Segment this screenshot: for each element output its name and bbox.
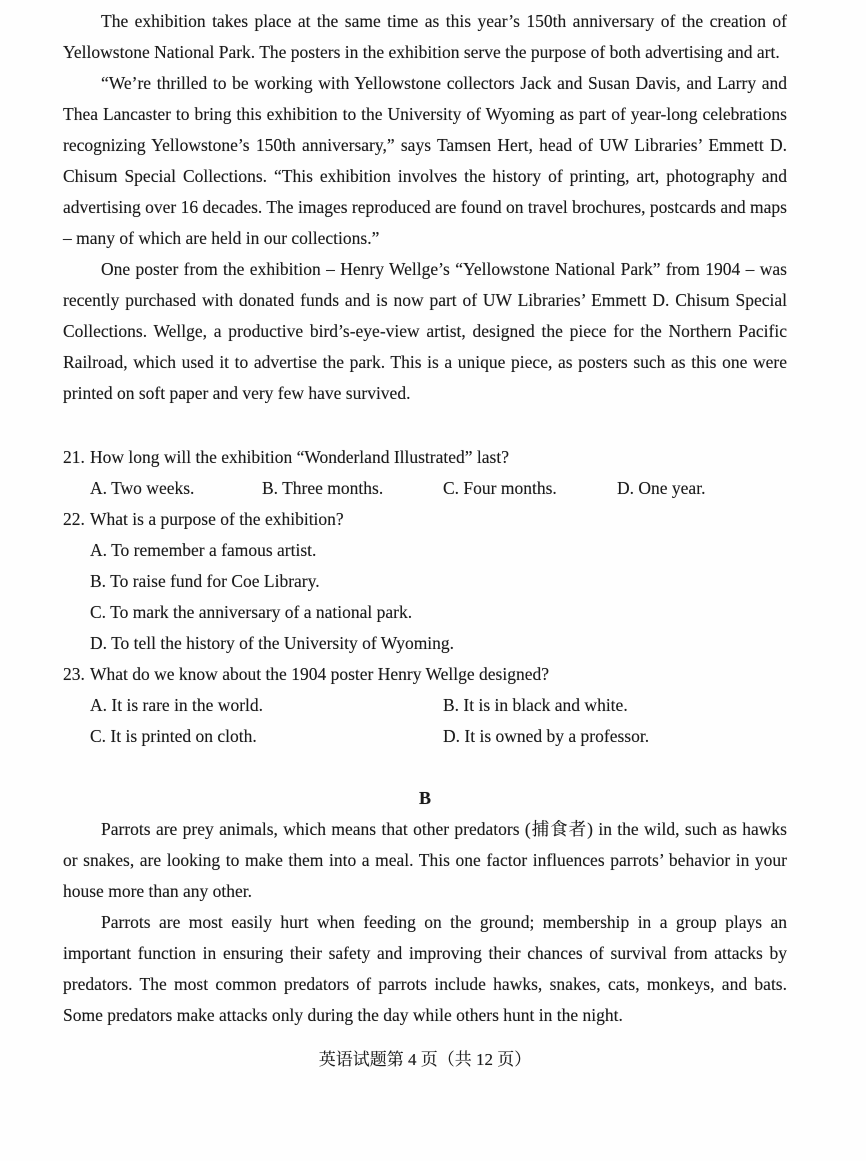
question-23 [63,659,787,752]
question-22-options [63,535,787,659]
option-23-c: C. It is printed on cloth. [90,726,257,746]
question-block [63,442,787,752]
option-23-d: D. It is owned by a professor. [443,726,650,746]
option-22-b: B. To raise fund for Coe Library. [90,571,320,591]
option-23-a: A. It is rare in the world. [90,695,264,715]
question-23-line [63,659,787,690]
question-number: 22. [63,509,85,529]
question-text: What is a purpose of the exhibition? [90,509,344,529]
option-21-d: D. One year. [617,478,706,498]
question-21 [63,442,787,504]
passage-a-paragraph-3: One poster from the exhibition – Henry Wellge’s “Yellowstone National Park” from 1904 – was recently purchased with donated funds and is now part of UW Libraries’ Emmett D. Chisum Special Collections. Wellge, a productive bird’s-eye-view artist, designed the piece for the Northern Pacific Railroad, which used it to advertise the park. This is a unique piece, as posters such as this one were printed on soft paper and very few have survived. [63,259,787,403]
question-number: 21. [63,447,85,467]
question-22-line [63,504,787,535]
page-content [63,6,787,1075]
option-21-c: C. Four months. [443,478,557,498]
question-number: 23. [63,664,85,684]
question-23-options [63,690,787,752]
question-text: What do we know about the 1904 poster Henry Wellge designed? [90,664,549,684]
passage-a-paragraph-2: “We’re thrilled to be working with Yellowstone collectors Jack and Susan Davis, and Larry and Thea Lancaster to bring this exhibition to the University of Wyoming as part of year-long celebrations recognizing Yellowstone’s 150th anniversary,” says Tamsen Hert, head of UW Libraries’ Emmett D. Chisum Special Collections. “This exhibition involves the history of printing, art, photography and advertising over 16 decades. The images reproduced are found on travel brochures, postcards and maps – many of which are held in our collections.” [63,73,787,248]
option-22-a: A. To remember a famous artist. [90,540,317,560]
option-23-b: B. It is in black and white. [443,695,628,715]
passage-b-paragraph-1: Parrots are prey animals, which means that other predators (捕食者) in the wild, such as hawks or snakes, are looking to make them into a meal. This one factor influences parrots’ behavior in your house more than any other. [63,819,787,901]
option-22-d: D. To tell the history of the University of Wyoming. [90,633,455,653]
option-21-a: A. Two weeks. [90,478,195,498]
passage-b-paragraph-2: Parrots are most easily hurt when feeding on the ground; membership in a group plays an important function in ensuring their safety and improving their chances of survival from attacks by predators. The most common predators of parrots include hawks, snakes, cats, monkeys, and bats. Some predators make attacks only during the day while others hunt in the night. [63,912,787,1025]
question-22 [63,504,787,659]
option-22-c: C. To mark the anniversary of a national park. [90,602,413,622]
question-text: How long will the exhibition “Wonderland Illustrated” last? [90,447,509,467]
question-21-line [63,442,787,473]
section-b-heading: B [418,788,431,808]
question-21-options [63,473,787,504]
option-21-b: B. Three months. [262,478,384,498]
passage-a-paragraph-1: The exhibition takes place at the same time as this year’s 150th anniversary of the creation of Yellowstone National Park. The posters in the exhibition serve the purpose of both advertising and art. [63,11,787,62]
page-footer: 英语试题第 4 页（共 12 页） [318,1050,532,1069]
